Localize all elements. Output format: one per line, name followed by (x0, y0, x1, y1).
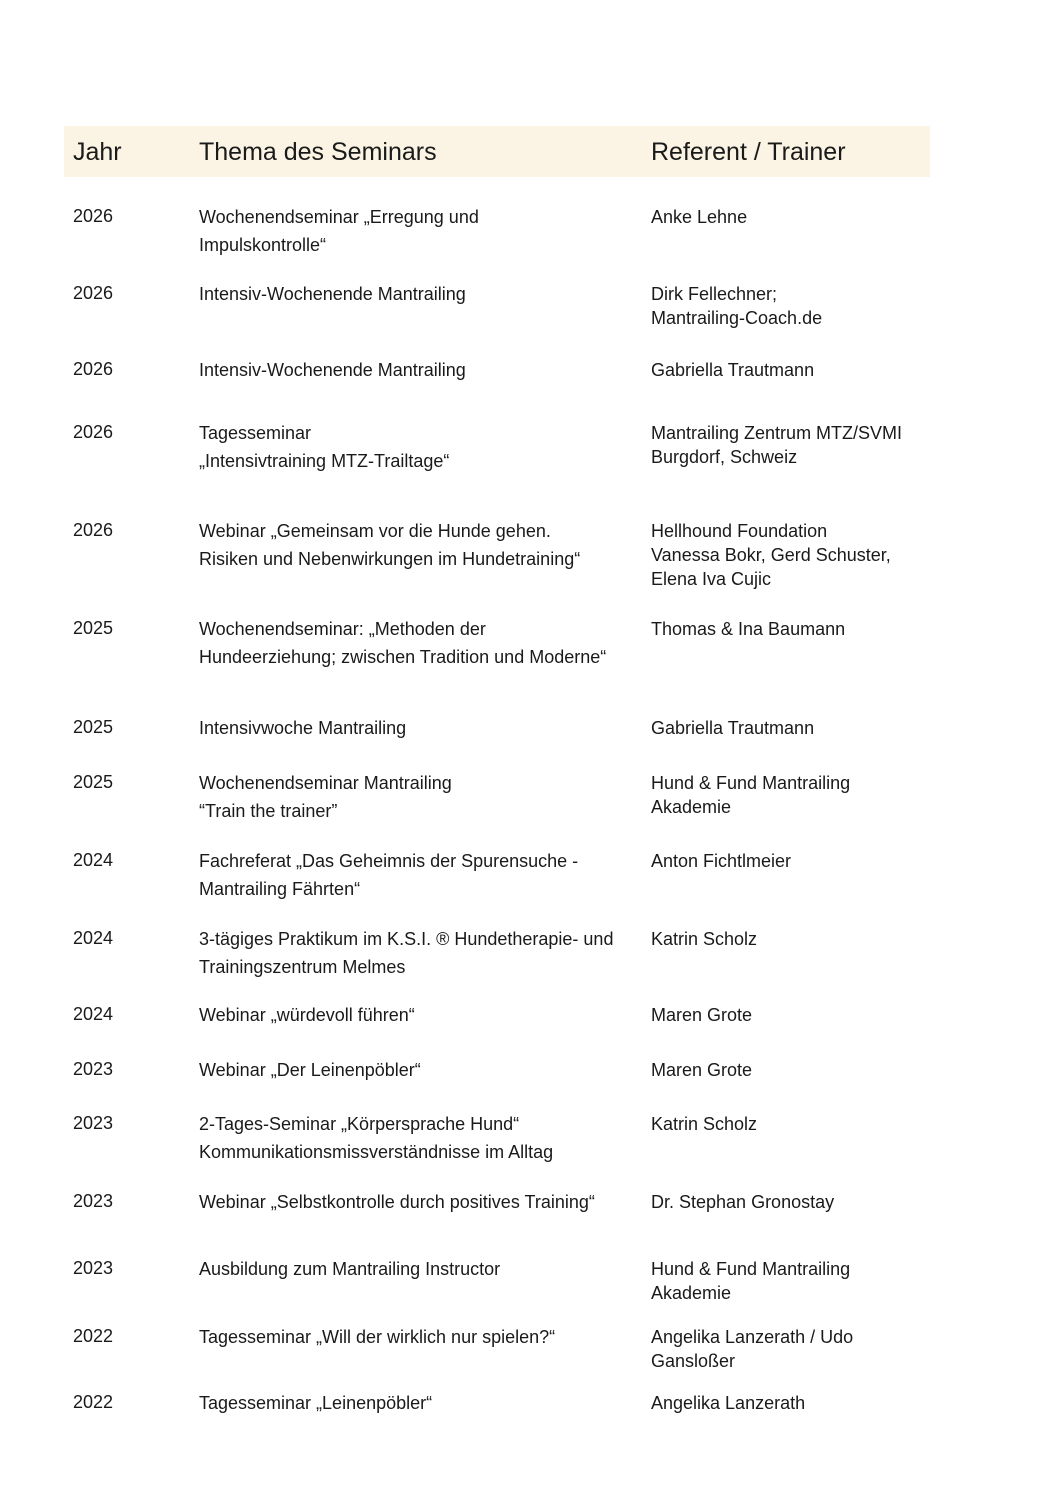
row-referent (651, 1325, 853, 1373)
row-topic-line: Kommunikationsmissverständnisse im Alltag (199, 1142, 554, 1162)
row-topic-line: Wochenendseminar „Erregung und (199, 207, 479, 227)
row-referent-line: Akademie (651, 797, 732, 817)
row-referent-line: Angelika Lanzerath / Udo (651, 1327, 854, 1347)
row-topic-line: Hundeerziehung; zwischen Tradition und Moderne“ (199, 647, 607, 667)
row-referent-line: Vanessa Bokr, Gerd Schuster, (651, 545, 891, 565)
row-topic-line: Webinar „würdevoll führen“ (199, 1005, 415, 1025)
row-topic-line: Trainingszentrum Melmes (199, 957, 406, 977)
row-year: 2023 (73, 1191, 114, 1211)
row-topic-line: Webinar „Der Leinenpöbler“ (199, 1060, 421, 1080)
row-referent-line: Dirk Fellechner; (651, 284, 778, 304)
row-referent (651, 771, 850, 819)
row-referent-line: Maren Grote (651, 1005, 753, 1025)
row-topic-line: Intensiv-Wochenende Mantrailing (199, 284, 466, 304)
row-referent (651, 617, 845, 641)
row-topic-line: Wochenendseminar: „Methoden der (199, 619, 486, 639)
row-referent (651, 519, 891, 591)
row-referent-line: Akademie (651, 1283, 732, 1303)
row-topic (199, 1056, 421, 1084)
row-referent (651, 927, 757, 951)
row-topic-line: Risiken und Nebenwirkungen im Hundetraining“ (199, 549, 581, 569)
row-referent-line: Angelika Lanzerath (651, 1393, 806, 1413)
row-referent-line: Thomas & Ina Baumann (651, 619, 846, 639)
row-year: 2022 (73, 1326, 114, 1346)
row-topic-line: Ausbildung zum Mantrailing Instructor (199, 1259, 501, 1279)
row-referent-line: Maren Grote (651, 1060, 753, 1080)
row-topic-line: Tagesseminar „Will der wirklich nur spielen?“ (199, 1327, 556, 1347)
row-topic-line: “Train the trainer” (199, 801, 338, 821)
row-topic-line: 2-Tages-Seminar „Körpersprache Hund“ (199, 1114, 520, 1134)
row-year: 2023 (73, 1258, 114, 1278)
header-year: Jahr (73, 138, 122, 166)
row-topic-line: Webinar „Selbstkontrolle durch positives Training“ (199, 1192, 595, 1212)
row-topic (199, 1323, 555, 1351)
row-topic (199, 517, 580, 573)
row-referent-line: Gabriella Trautmann (651, 718, 815, 738)
row-topic-line: Intensiv-Wochenende Mantrailing (199, 360, 466, 380)
row-referent-line: Gabriella Trautmann (651, 360, 815, 380)
row-topic-line: Tagesseminar (199, 423, 312, 443)
row-topic-line: Wochenendseminar Mantrailing (199, 773, 452, 793)
row-referent (651, 1003, 752, 1027)
row-topic (199, 356, 466, 384)
row-referent (651, 1257, 850, 1305)
row-referent-line: Hellhound Foundation (651, 521, 828, 541)
row-topic (199, 1110, 553, 1166)
row-year: 2026 (73, 283, 114, 303)
row-referent (651, 849, 791, 873)
row-topic-line: Fachreferat „Das Geheimnis der Spurensuche - (199, 851, 579, 871)
row-referent (651, 282, 822, 330)
row-referent-line: Anke Lehne (651, 207, 748, 227)
row-referent (651, 1190, 834, 1214)
row-topic (199, 714, 406, 742)
row-referent-line: Burgdorf, Schweiz (651, 447, 798, 467)
header-topic: Thema des Seminars (199, 138, 437, 166)
row-year: 2026 (73, 359, 114, 379)
row-topic (199, 280, 466, 308)
row-referent-line: Hund & Fund Mantrailing (651, 773, 851, 793)
row-year: 2023 (73, 1059, 114, 1079)
row-year: 2026 (73, 206, 114, 226)
row-referent-line: Katrin Scholz (651, 929, 758, 949)
row-year: 2024 (73, 928, 114, 948)
row-topic (199, 847, 578, 903)
row-year: 2022 (73, 1392, 114, 1412)
row-referent-line: Gansloßer (651, 1351, 736, 1371)
row-referent (651, 421, 902, 469)
row-topic-line: Impulskontrolle“ (199, 235, 327, 255)
row-topic (199, 419, 449, 475)
row-referent-line: Anton Fichtlmeier (651, 851, 792, 871)
row-referent-line: Mantrailing Zentrum MTZ/SVMI (651, 423, 903, 443)
row-topic-line: 3-tägiges Praktikum im K.S.I. ® Hundetherapie- und (199, 929, 614, 949)
row-referent-line: Katrin Scholz (651, 1114, 758, 1134)
row-topic (199, 615, 606, 671)
row-referent-line: Hund & Fund Mantrailing (651, 1259, 851, 1279)
row-referent (651, 205, 747, 229)
row-year: 2026 (73, 422, 114, 442)
row-topic-line: Tagesseminar „Leinenpöbler“ (199, 1393, 433, 1413)
row-topic-line: Mantrailing Fährten“ (199, 879, 361, 899)
row-year: 2024 (73, 850, 114, 870)
row-year: 2025 (73, 772, 114, 792)
row-referent (651, 358, 814, 382)
row-referent-line: Dr. Stephan Gronostay (651, 1192, 835, 1212)
row-year: 2026 (73, 520, 114, 540)
row-topic (199, 769, 452, 825)
row-year: 2024 (73, 1004, 114, 1024)
row-referent-line: Elena Iva Cujic (651, 569, 772, 589)
row-referent (651, 1391, 805, 1415)
row-topic (199, 1389, 432, 1417)
row-referent (651, 1058, 752, 1082)
row-topic (199, 1188, 595, 1216)
row-topic (199, 1001, 415, 1029)
row-topic-line: Intensivwoche Mantrailing (199, 718, 407, 738)
row-year: 2025 (73, 717, 114, 737)
row-referent (651, 1112, 757, 1136)
row-topic (199, 1255, 500, 1283)
row-topic (199, 925, 613, 981)
row-referent-line: Mantrailing-Coach.de (651, 308, 823, 328)
row-topic-line: Webinar „Gemeinsam vor die Hunde gehen. (199, 521, 551, 541)
row-year: 2023 (73, 1113, 114, 1133)
row-referent (651, 716, 814, 740)
row-topic (199, 203, 479, 259)
row-year: 2025 (73, 618, 114, 638)
row-topic-line: „Intensivtraining MTZ-Trailtage“ (199, 451, 450, 471)
header-referent: Referent / Trainer (651, 138, 846, 166)
